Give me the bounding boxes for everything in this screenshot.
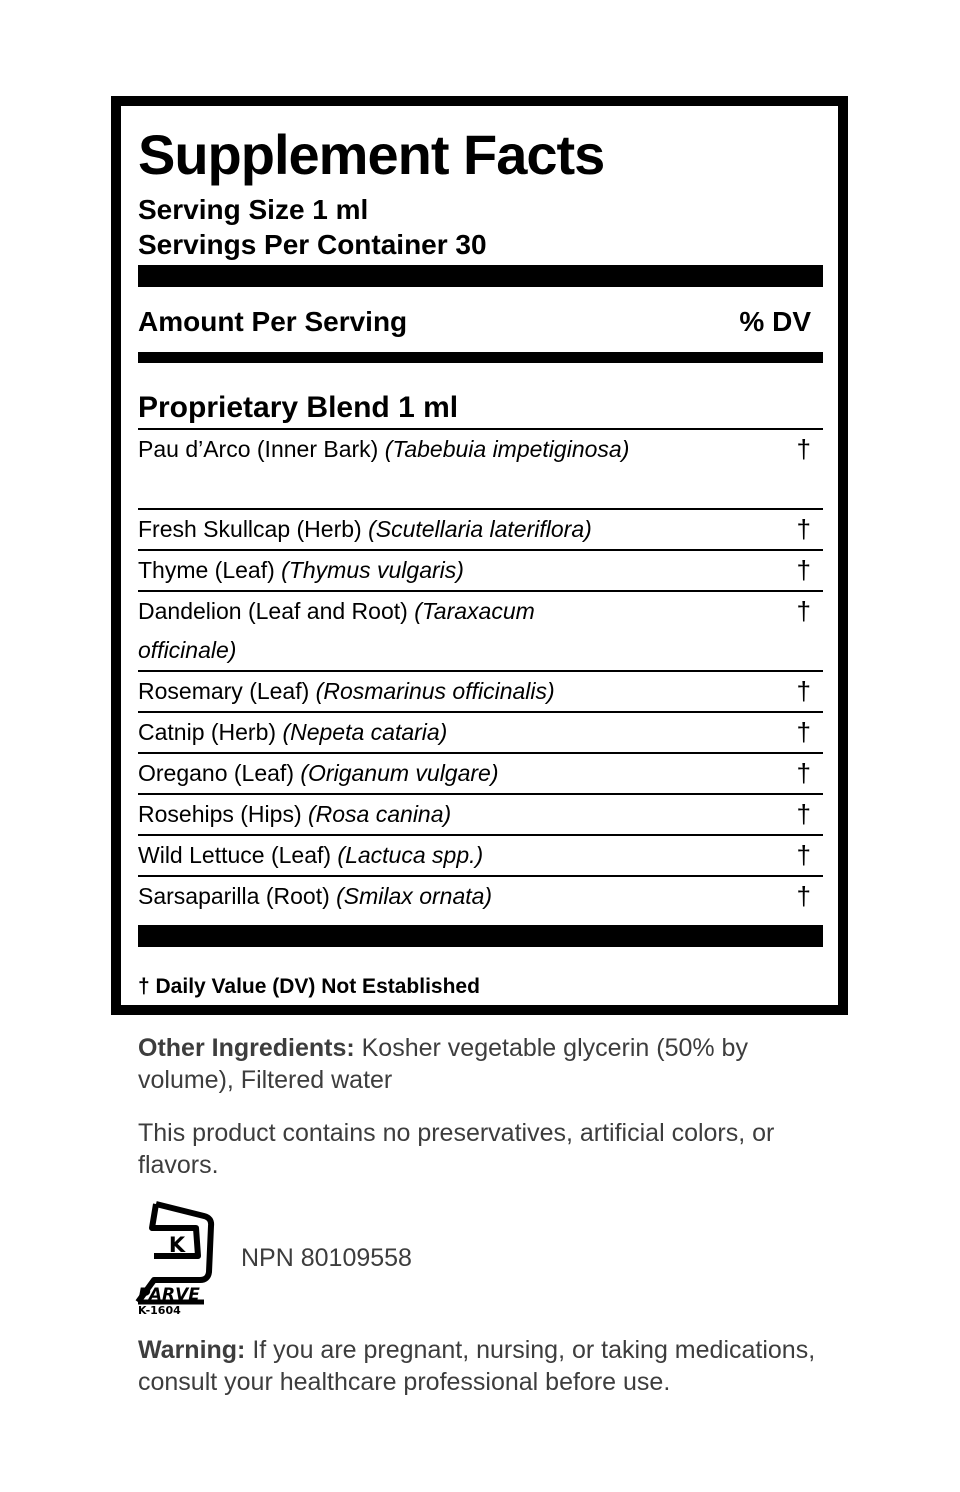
- ingredient-row: [138, 551, 823, 592]
- ingredient-row: [138, 754, 823, 795]
- ingredient-row: [138, 795, 823, 836]
- ingredient-latin-name: (Scutellaria lateriflora): [368, 516, 592, 542]
- ingredient-row: [138, 592, 823, 672]
- kosher-parve-logo: [134, 1200, 216, 1316]
- servings-per-container: Servings Per Container 30: [138, 229, 487, 260]
- ingredient-name: Catnip (Herb): [138, 719, 283, 745]
- ingredient-dv: †: [796, 555, 811, 585]
- kosher-parve-word: PARVE: [138, 1285, 200, 1305]
- warning-text: If you are pregnant, nursing, or taking medications, consult your healthcare professional before use.: [138, 1336, 816, 1396]
- bottom-thick-divider: [138, 925, 823, 947]
- ingredient-dv: †: [796, 799, 811, 829]
- ingredient-latin-name: (Tabebuia impetiginosa): [384, 436, 630, 462]
- ingredient-row: [138, 672, 823, 713]
- proprietary-blend-title: Proprietary Blend 1 ml: [138, 391, 459, 424]
- ingredient-latin-name: (Taraxacum officinale): [138, 598, 535, 663]
- serving-size: Serving Size 1 ml: [138, 194, 369, 225]
- ingredient-dv: †: [796, 434, 811, 464]
- ingredient-latin-name: (Smilax ornata): [336, 883, 493, 909]
- ingredient-latin-name: (Nepeta cataria): [282, 719, 448, 745]
- warning: [138, 1334, 828, 1398]
- other-ingredients-text: Kosher vegetable glycerin (50% by volume), Filtered water: [138, 1034, 748, 1094]
- facts-title: Supplement Facts: [138, 123, 605, 186]
- kosher-symbol-icon: [134, 1200, 216, 1316]
- ingredient-dv: †: [796, 881, 811, 911]
- other-ingredients: [138, 1032, 828, 1096]
- ingredient-name: Rosehips (Hips): [138, 801, 308, 827]
- ingredient-row: [138, 713, 823, 754]
- ingredient-name: Sarsaparilla (Root): [138, 883, 337, 909]
- ingredient-name: Fresh Skullcap (Herb): [138, 516, 369, 542]
- preservatives-note: This product contains no preservatives, artificial colors, or flavors.: [138, 1119, 775, 1179]
- ingredient-name: Oregano (Leaf): [138, 760, 301, 786]
- ingredient-row: [138, 430, 823, 510]
- medium-divider: [138, 352, 823, 363]
- ingredient-row: [138, 877, 823, 918]
- supplement-facts-panel: [111, 96, 848, 1015]
- dv-header: % DV: [739, 306, 811, 337]
- npn-number: NPN 80109558: [241, 1244, 412, 1272]
- kosher-letter: K: [168, 1233, 186, 1257]
- ingredient-dv: †: [796, 676, 811, 706]
- ingredient-latin-name: (Rosmarinus officinalis): [315, 678, 555, 704]
- dv-footnote: † Daily Value (DV) Not Established: [138, 975, 480, 998]
- ingredient-dv: †: [796, 717, 811, 747]
- ingredient-latin-name: (Origanum vulgare): [300, 760, 499, 786]
- ingredient-dv: †: [796, 514, 811, 544]
- ingredient-dv: †: [796, 840, 811, 870]
- ingredient-name: Wild Lettuce (Leaf): [138, 842, 338, 868]
- ingredient-latin-name: (Rosa canina): [308, 801, 452, 827]
- ingredient-dv: †: [796, 758, 811, 788]
- ingredients-table: [138, 428, 823, 918]
- ingredient-latin-name: (Thymus vulgaris): [281, 557, 464, 583]
- ingredient-latin-name: (Lactuca spp.): [337, 842, 484, 868]
- kosher-code: K-1604: [138, 1304, 181, 1316]
- amount-per-serving-label: Amount Per Serving: [138, 306, 408, 337]
- amount-per-serving-row: [138, 302, 823, 342]
- ingredient-name: Rosemary (Leaf): [138, 678, 316, 704]
- thick-divider: [138, 265, 823, 287]
- ingredient-row: [138, 836, 823, 877]
- warning-label: Warning:: [138, 1336, 246, 1364]
- ingredient-name: Dandelion (Leaf and Root): [138, 598, 415, 624]
- other-ingredients-label: Other Ingredients:: [138, 1034, 355, 1062]
- ingredient-name: Pau d’Arco (Inner Bark): [138, 436, 385, 462]
- ingredient-name: Thyme (Leaf): [138, 557, 282, 583]
- ingredient-dv: †: [796, 596, 811, 626]
- ingredient-row: [138, 510, 823, 551]
